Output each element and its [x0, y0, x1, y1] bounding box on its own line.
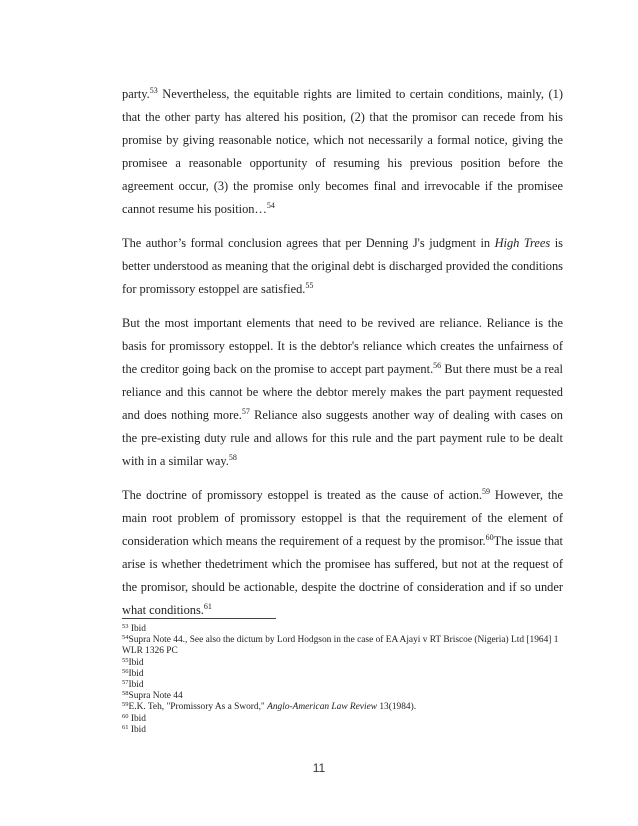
footnote-ref: 58 [228, 453, 237, 463]
paragraph [122, 83, 563, 222]
text-run: Supra Note 44 [128, 691, 183, 702]
paragraph [122, 312, 563, 474]
text-run: But there must be a real reliance and this cannot be where the debtor merely makes the part payment requested and does nothing more. [122, 362, 563, 423]
footnote-number: 58 [122, 690, 129, 698]
footnote-number: 53 [122, 623, 129, 630]
footnote-number: 61 [122, 723, 129, 731]
footnote-number: 59 [122, 701, 129, 709]
footnote [122, 669, 567, 680]
text-run: Ibid [128, 724, 146, 735]
footnote [122, 635, 567, 657]
text-run: Ibid [128, 680, 144, 691]
footnote-number: 56 [122, 667, 129, 675]
text-run: E.K. Teh, "Promissory As a Sword," [128, 702, 268, 713]
text-run: 13(1984). [376, 702, 417, 713]
text-run: The issue that arise is whether thedetriment which the promisee has suffered, but not at the request of the promisor, should be actionable, despite the doctrine of consideration and if so under what conditions. [122, 534, 563, 618]
text-run: But the most important elements that need to be revived are reliance. Reliance is the basis for promissory estoppel. It is the debtor's reliance which creates the unfairness of the creditor going back on the promise to accept part payment. [122, 315, 563, 377]
body-text [122, 83, 563, 633]
footnote-number: 54 [122, 634, 129, 642]
italic-text: Anglo-American Law Review [267, 702, 377, 713]
footnote [122, 624, 567, 635]
text-run: party. [122, 87, 150, 101]
text-run: Ibid [128, 657, 144, 668]
footnotes [122, 624, 567, 736]
text-run: However, the main root problem of promissory estoppel is that the requirement of the element of consideration which means the requirement of a request by the promisor. [122, 488, 563, 549]
text-run: The doctrine of promissory estoppel is treated as the cause of action. [122, 488, 482, 502]
footnote [122, 691, 567, 702]
footnote-ref: 60 [485, 533, 494, 543]
text-run: Ibid [128, 624, 146, 634]
footnote [122, 658, 567, 669]
footnote [122, 714, 567, 725]
italic-text: High Trees [494, 236, 551, 251]
text-run: Supra Note 44., See also the dictum by Lord Hodgson in the case of EA Ajayi v RT Briscoe (Nigeria) Ltd [1964] 1 WLR 1326 PC [122, 635, 559, 657]
footnote-ref: 57 [241, 407, 250, 417]
footnote-number: 57 [122, 679, 129, 687]
text-run: The author’s formal conclusion agrees that per Denning J's judgment in [122, 236, 495, 251]
footnote-separator [122, 618, 276, 619]
footnote [122, 680, 567, 691]
text-run: Ibid [128, 713, 146, 724]
paragraph [122, 484, 563, 623]
text-run: Reliance also suggests another way of dealing with cases on the pre-existing duty rule and allows for this rule and the part payment rule to be dealt with in a similar way. [122, 408, 563, 469]
footnote-ref: 55 [305, 281, 314, 291]
text-run: Nevertheless, the equitable rights are limited to certain conditions, mainly, (1) that the other party has altered his position, (2) that the promisor can recede from his promise by giving reasonable notice, which not necessarily a formal notice, giving the promisee a reasonable opportunity of resuming his previous position before the agreement occur, (3) the promise only becomes final and irrevocable if the promisee cannot resume his position… [122, 87, 563, 217]
footnote-ref: 61 [203, 602, 212, 612]
footnote-number: 55 [122, 656, 129, 664]
footnote-ref: 53 [149, 86, 158, 95]
text-run: is better understood as meaning that the original debt is discharged provided the conditions for promissory estoppel are satisfied. [122, 236, 563, 297]
footnote [122, 725, 567, 736]
footnote-ref: 56 [433, 361, 442, 371]
paragraph [122, 232, 563, 301]
footnote-ref: 59 [482, 487, 490, 496]
page-number: 11 [312, 761, 326, 775]
text-run: Ibid [128, 668, 144, 679]
footnote-ref: 54 [266, 201, 275, 211]
footnote [122, 702, 567, 713]
footnote-number: 60 [122, 712, 129, 720]
